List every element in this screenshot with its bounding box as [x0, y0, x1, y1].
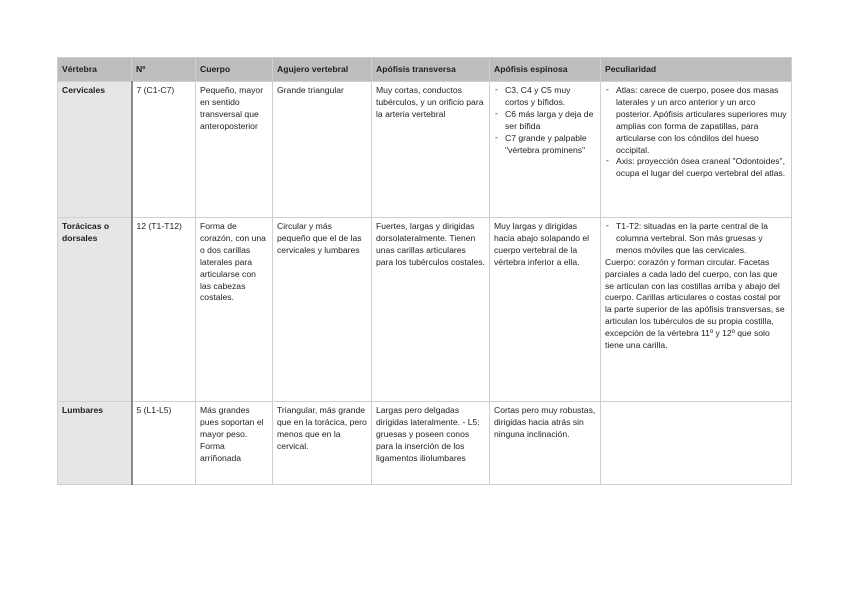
- header-vertebra: Vértebra: [58, 58, 132, 82]
- vertebrae-table: [57, 57, 792, 485]
- list-item: - Atlas: carece de cuerpo, posee dos masas laterales y un arco anterior y un arco posterior. Apófisis articulares superiores muy amplias con forma de zapatillas, para articularse con los cóndilos del hueso occipital.: [605, 85, 787, 156]
- cell-vertebra: Lumbares: [58, 402, 132, 485]
- cell-vertebra: Torácicas o dorsales: [58, 218, 132, 402]
- header-peculiaridad: Peculiaridad: [601, 58, 792, 82]
- header-transversa: Apófisis transversa: [372, 58, 490, 82]
- cell-espinosa: Muy largas y dirigidas hacia abajo solapando el cuerpo vertebral de la vértebra inferior a ella.: [490, 218, 601, 402]
- cell-cuerpo: Más grandes pues soportan el mayor peso. Forma arriñonada: [196, 402, 273, 485]
- peculiaridad-list: [605, 85, 787, 180]
- cell-espinosa: [490, 82, 601, 218]
- list-item: - T1-T2: situadas en la parte central de la columna vertebral. Son más gruesas y menos móviles que las cervicales.: [605, 221, 787, 257]
- cell-cuerpo: Pequeño, mayor en sentido transversal que anteroposterior: [196, 82, 273, 218]
- header-row: [58, 58, 792, 82]
- header-agujero: Agujero vertebral: [273, 58, 372, 82]
- list-item: - C3, C4 y C5 muy cortos y bífidos.: [494, 85, 596, 109]
- list-item: - C6 más larga y deja de ser bífida: [494, 109, 596, 133]
- row-toracicas: [58, 218, 792, 402]
- row-lumbares: [58, 402, 792, 485]
- header-cuerpo: Cuerpo: [196, 58, 273, 82]
- cell-numero: 7 (C1-C7): [132, 82, 196, 218]
- cell-transversa: Muy cortas, conductos tubérculos, y un orificio para la arteria vertebral: [372, 82, 490, 218]
- cell-transversa: Fuertes, largas y dirigidas dorsolateralmente. Tienen unas carillas articulares para los tubérculos costales.: [372, 218, 490, 402]
- header-espinosa: Apófisis espinosa: [490, 58, 601, 82]
- cell-numero: 5 (L1-L5): [132, 402, 196, 485]
- cell-numero: 12 (T1-T12): [132, 218, 196, 402]
- cell-agujero: Circular y más pequeño que el de las cervicales y lumbares: [273, 218, 372, 402]
- cell-peculiaridad: [601, 402, 792, 485]
- header-numero: Nº: [132, 58, 196, 82]
- cell-vertebra: Cervicales: [58, 82, 132, 218]
- cell-peculiaridad: [601, 82, 792, 218]
- list-item: - Axis: proyección ósea craneal "Odontoides", ocupa el lugar del cuerpo vertebral del atlas.: [605, 156, 787, 180]
- peculiaridad-list: [605, 221, 787, 257]
- cell-cuerpo: Forma de corazón, con una o dos carillas laterales para articularse con las cabezas costales.: [196, 218, 273, 402]
- cell-espinosa: Cortas pero muy robustas, dirigidas hacia atrás sin ninguna inclinación.: [490, 402, 601, 485]
- row-cervicales: [58, 82, 792, 218]
- cell-transversa: Largas pero delgadas dirigidas lateralmente. - L5: gruesas y poseen conos para la inserción de los ligamentos iliolumbares: [372, 402, 490, 485]
- cell-agujero: Grande triangular: [273, 82, 372, 218]
- espinosa-list: [494, 85, 596, 156]
- list-item: - C7 grande y palpable "vértebra prominens": [494, 133, 596, 157]
- cell-agujero: Triangular, más grande que en la torácica, pero menos que en la cervical.: [273, 402, 372, 485]
- cell-peculiaridad: [601, 218, 792, 402]
- peculiaridad-text: Cuerpo: corazón y forman circular. Facetas parciales a cada lado del cuerpo, con las que se articulan con las costillas arriba y abajo del cuerpo. Carillas articulares o costas costal por la parte superior de las apófisis transversas, se articulan los tubérculos de su propia costilla, excepción de la vértebra 11º y 12º que solo tiene una carilla.: [605, 256, 785, 351]
